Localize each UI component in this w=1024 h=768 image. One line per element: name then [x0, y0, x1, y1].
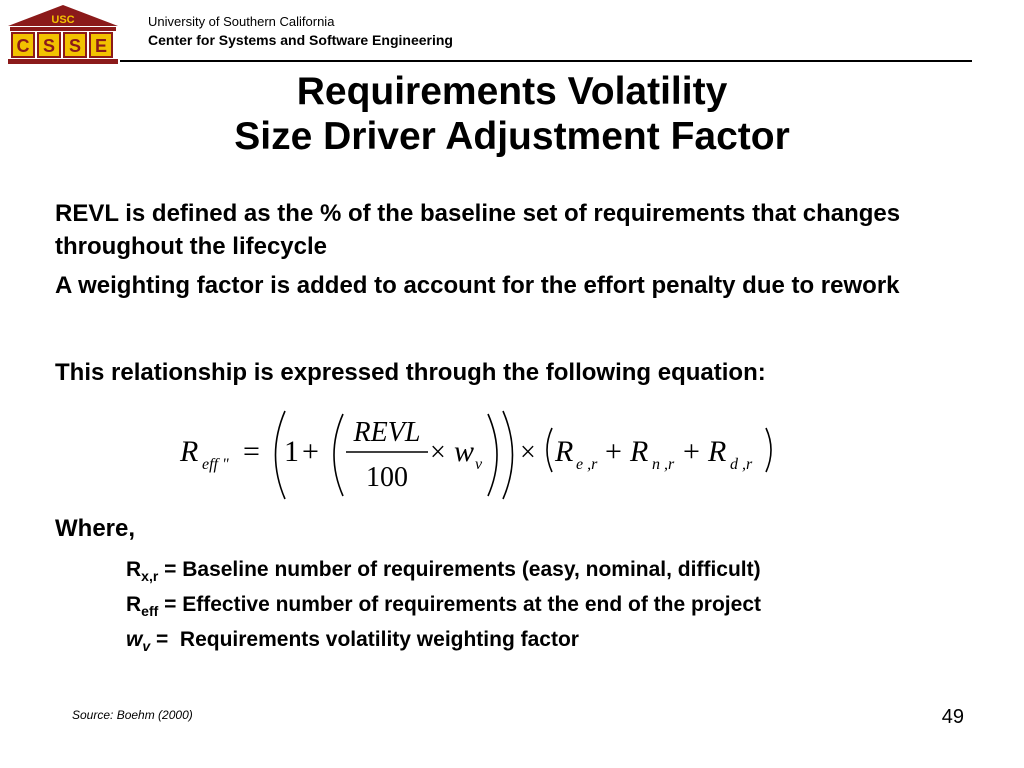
slide-title-line2: Size Driver Adjustment Factor: [234, 115, 790, 158]
header-divider: [120, 60, 972, 62]
eq-plus: +: [302, 435, 319, 468]
definition-reff: [126, 592, 761, 618]
weighting-factor-text: A weighting factor is added to account for the effort penalty due to rework: [55, 272, 900, 299]
eq-r-eff: R: [180, 435, 199, 468]
university-name: University of Southern California: [148, 14, 335, 29]
def-wv-subscript: v: [142, 638, 151, 654]
def-rxr-text: = Baseline number of requirements (easy, nominal, difficult): [158, 558, 761, 581]
eq-one: 1: [284, 435, 299, 468]
def-reff-text: = Effective number of requirements at the end of the project: [158, 593, 761, 616]
logo-letter-s1: S: [42, 36, 56, 56]
logo-letter-s2: S: [68, 36, 82, 56]
eq-r-n: R: [630, 435, 649, 468]
eq-w: w: [454, 435, 475, 468]
eq-r-d: R: [708, 435, 727, 468]
csse-logo: [6, 4, 120, 66]
eq-denominator: 100: [366, 462, 408, 493]
equation-intro: This relationship is expressed through the following equation:: [55, 359, 766, 386]
def-wv-symbol: w: [126, 628, 143, 651]
page-number: 49: [941, 706, 964, 728]
revl-definition: REVL is defined as the % of the baseline set of requirements that changes throughout the lifecycle: [55, 200, 901, 260]
eq-numerator: REVL: [353, 417, 421, 448]
eq-inner-right-paren: [488, 414, 497, 496]
where-label: Where,: [55, 515, 136, 542]
source-citation: Source: Boehm (2000): [72, 708, 193, 722]
logo-letter-c: C: [16, 36, 30, 56]
revl-equation: [170, 408, 790, 502]
definition-rxr: [126, 557, 761, 583]
def-wv-text: = Requirements volatility weighting factor: [150, 628, 579, 651]
eq-w-subscript: v: [475, 456, 483, 473]
eq-r-eff-subscript: eff ": [202, 456, 229, 473]
eq-plus-3: +: [683, 435, 700, 468]
eq-equals: =: [243, 435, 260, 468]
eq-group-right-paren: [766, 428, 771, 472]
eq-times-2: ×: [520, 437, 536, 468]
eq-r-e: R: [555, 435, 574, 468]
slide-title-line1: Requirements Volatility: [296, 70, 728, 113]
eq-plus-2: +: [605, 435, 622, 468]
eq-group-left-paren: [547, 428, 552, 472]
eq-times-1: ×: [430, 437, 446, 468]
eq-outer-right-paren: [503, 411, 513, 499]
def-rxr-subscript: x,r: [141, 568, 159, 584]
center-name: Center for Systems and Software Engineering: [148, 32, 453, 48]
def-rxr-symbol: R: [126, 558, 142, 581]
eq-r-e-subscript: e ,r: [576, 456, 598, 473]
eq-r-n-subscript: n ,r: [652, 456, 675, 473]
def-reff-symbol: R: [126, 593, 142, 616]
eq-inner-left-paren: [334, 414, 343, 496]
eq-r-d-subscript: d ,r: [730, 456, 753, 473]
logo-letter-e: E: [94, 36, 108, 56]
def-reff-subscript: eff: [141, 603, 159, 619]
logo-usc-text: USC: [51, 14, 75, 26]
definition-wv: [126, 627, 579, 653]
